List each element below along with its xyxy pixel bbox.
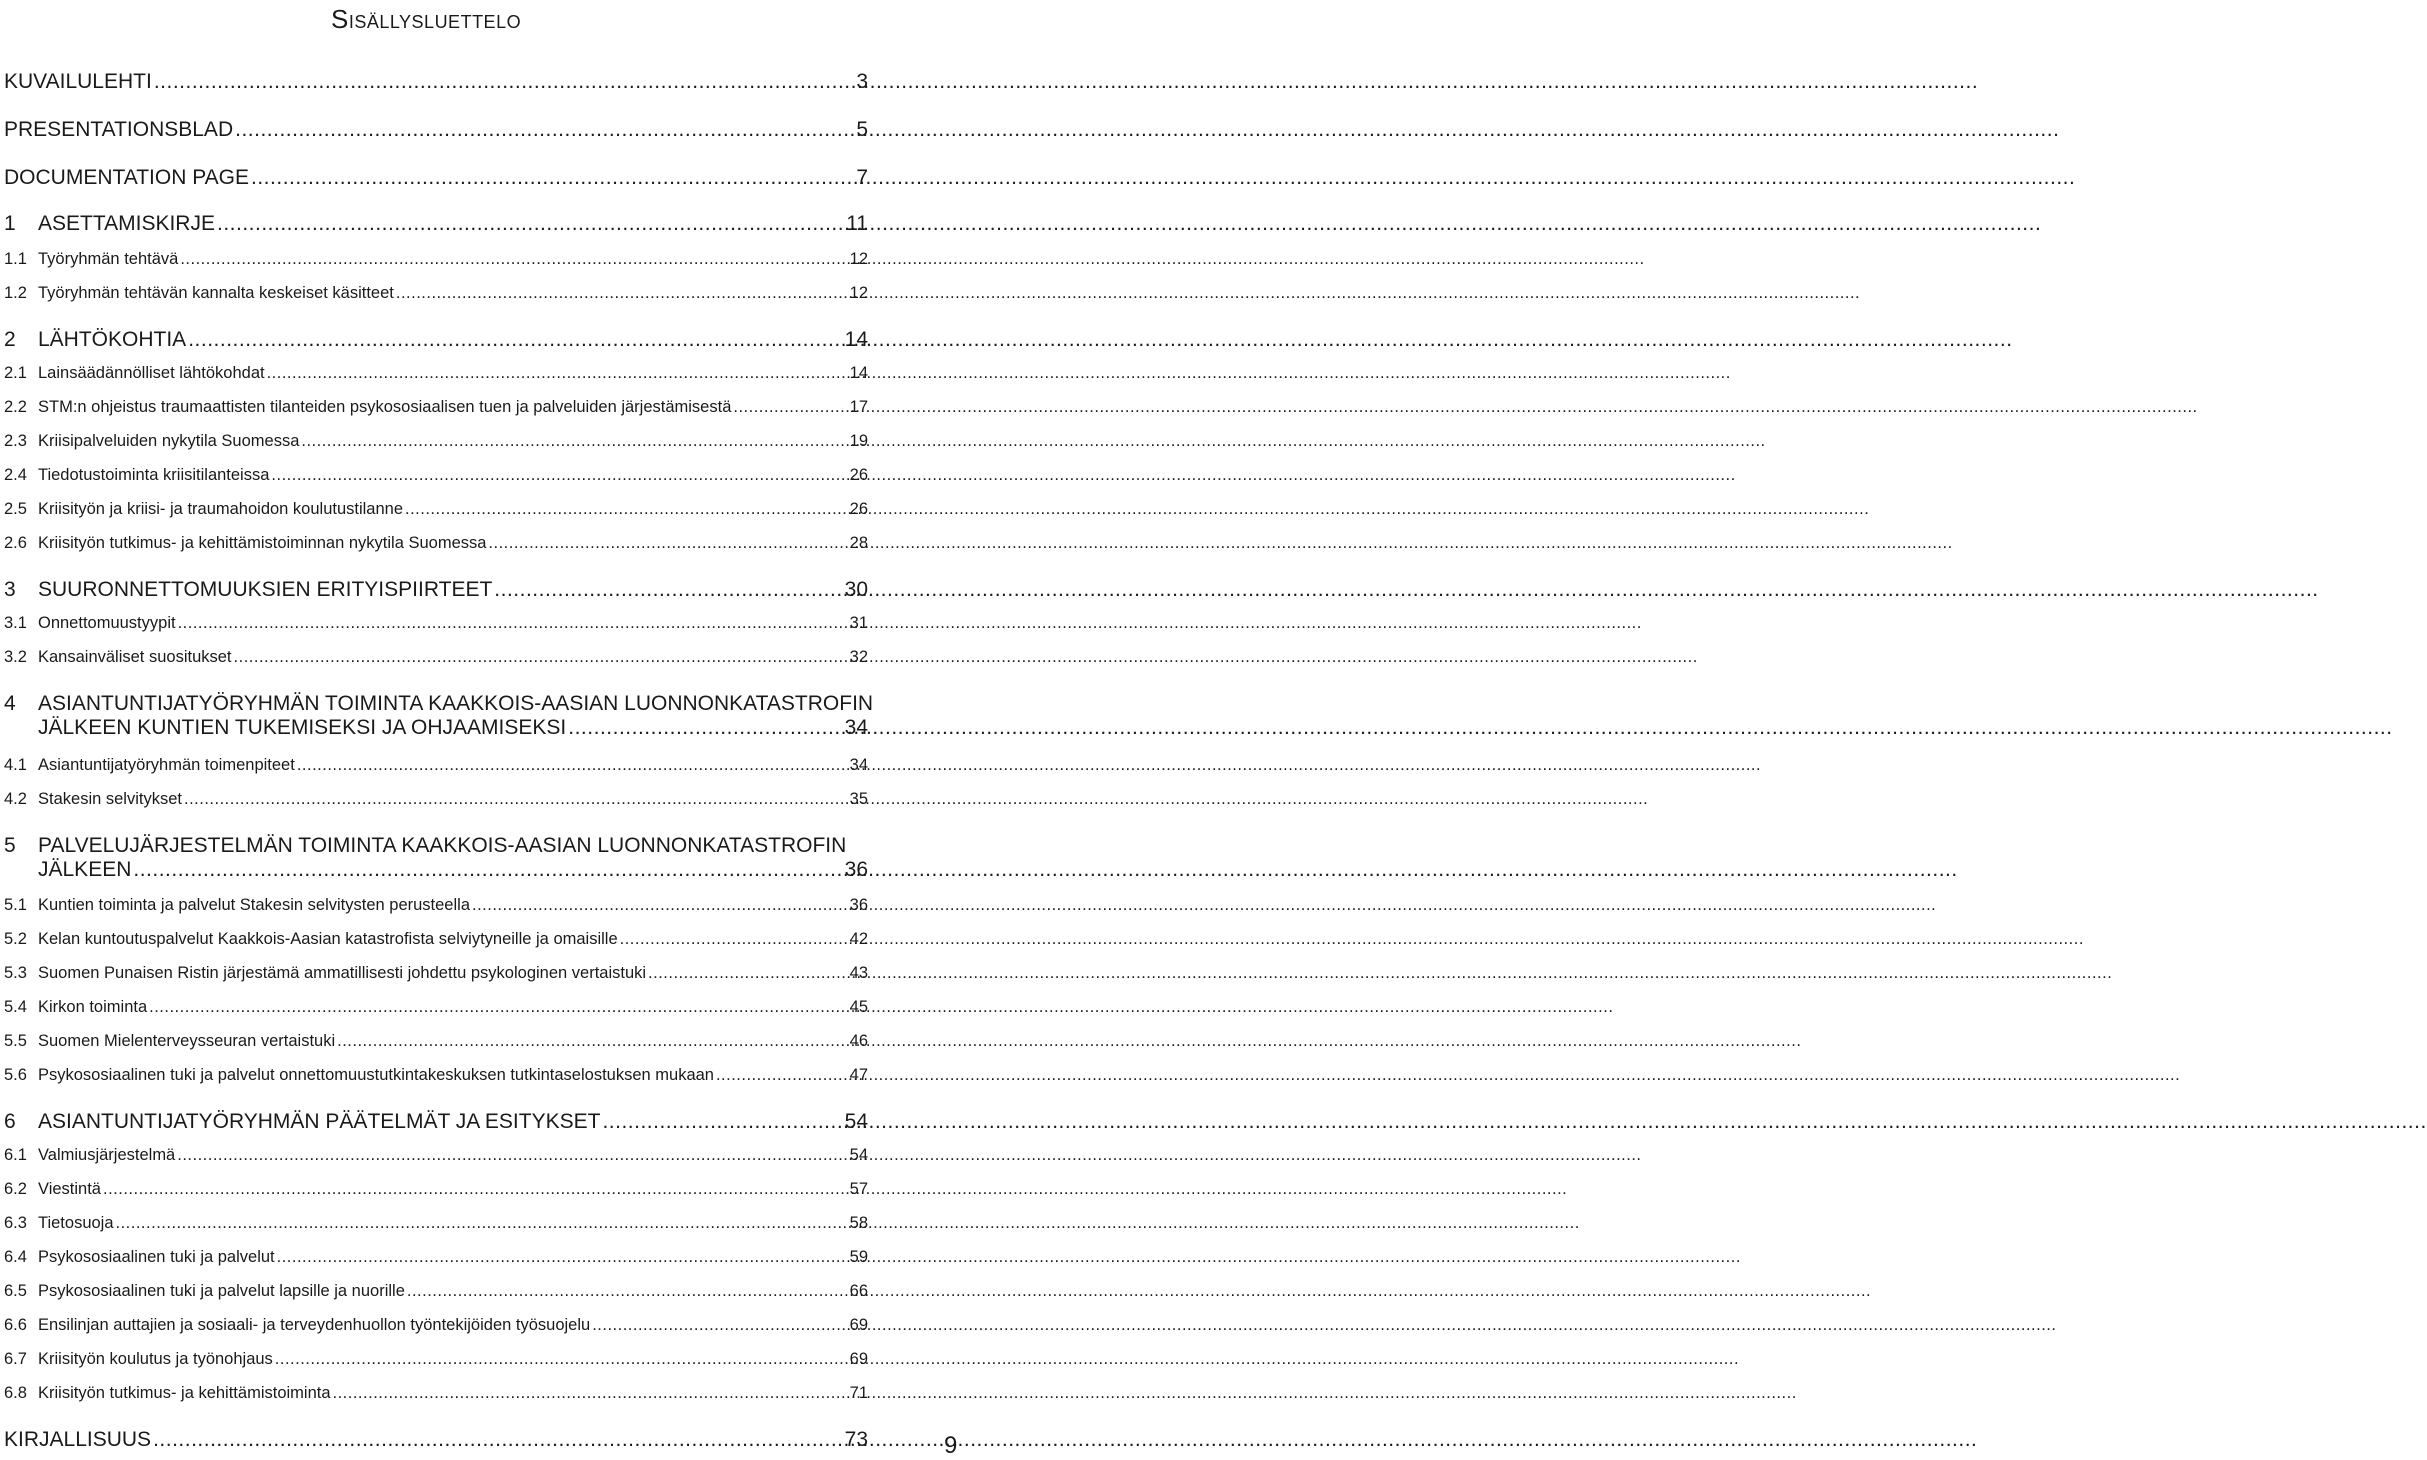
- toc-entry-label: Suomen Punaisen Ristin järjestämä ammatillisesti johdettu psykologinen vertaistuki: [38, 964, 647, 982]
- toc-entry-number: 6.7: [4, 1350, 27, 1368]
- toc-entry-label-continued: JÄLKEEN: [38, 858, 132, 881]
- toc-entry-line: [4, 1384, 868, 1403]
- toc-dot-leader: [188, 328, 842, 352]
- toc-dot-leader: [234, 648, 848, 667]
- toc-entry[interactable]: [4, 692, 874, 740]
- toc-entry-number: 6.4: [4, 1248, 27, 1266]
- toc-entry-label: Suomen Mielenterveysseuran vertaistuki: [38, 1032, 336, 1050]
- toc-entry-page: 69: [849, 1316, 868, 1334]
- toc-entry-number: 6.6: [4, 1316, 27, 1334]
- toc-entry-line: [4, 328, 868, 352]
- toc-entry-line: [4, 614, 868, 633]
- toc-entry-line: [4, 70, 868, 94]
- toc-entry[interactable]: [4, 466, 868, 485]
- toc-entry[interactable]: [4, 1384, 868, 1403]
- toc-entry-page: 42: [849, 930, 868, 948]
- toc-entry-label: Kriisipalveluiden nykytila Suomessa: [38, 432, 300, 450]
- toc-entry-label: Tiedotustoiminta kriisitilanteissa: [38, 466, 270, 484]
- toc-entry-line: [4, 466, 868, 485]
- toc-entry[interactable]: [4, 1350, 868, 1369]
- toc-dot-leader: [488, 534, 847, 553]
- toc-entry-line: [4, 1428, 868, 1452]
- toc-entry-page: 71: [849, 1384, 868, 1402]
- toc-entry-label: Onnettomuustyypit: [38, 614, 176, 632]
- toc-entry[interactable]: [4, 756, 868, 775]
- toc-entry[interactable]: [4, 166, 868, 190]
- toc-entry-line: [4, 534, 868, 553]
- toc-entry[interactable]: [4, 534, 868, 553]
- toc-entry-page: 32: [849, 648, 868, 666]
- toc-entry-label: Kriisityön tutkimus- ja kehittämistoiminta: [38, 1384, 331, 1402]
- toc-entry-number: 3.1: [4, 614, 27, 632]
- toc-entry-label: PALVELUJÄRJESTELMÄN TOIMINTA KAAKKOIS-AASIAN LUONNONKATASTROFIN: [38, 834, 847, 857]
- toc-entry-page: 54: [849, 1146, 868, 1164]
- toc-entry-line: [4, 166, 868, 190]
- toc-entry-line: [4, 1282, 868, 1301]
- toc-entry-page: 12: [849, 250, 868, 268]
- toc-entry-line: [4, 858, 868, 882]
- toc-entry-page: 34: [849, 756, 868, 774]
- toc-entry[interactable]: [4, 1282, 868, 1301]
- toc-dot-leader: [116, 1214, 848, 1233]
- toc-entry[interactable]: [4, 432, 868, 451]
- toc-entry-number: 5.3: [4, 964, 27, 982]
- toc-entry[interactable]: [4, 1316, 868, 1335]
- toc-entry[interactable]: [4, 1032, 868, 1051]
- toc-entry-number: 3: [4, 578, 16, 601]
- toc-entry[interactable]: [4, 500, 868, 519]
- toc-entry[interactable]: [4, 328, 868, 352]
- toc-entry[interactable]: [4, 1066, 868, 1085]
- toc-entry-label: Työryhmän tehtävä: [38, 250, 179, 268]
- toc-entry-number: 1.1: [4, 250, 27, 268]
- toc-dot-leader: [133, 858, 842, 882]
- toc-dot-leader: [337, 1032, 848, 1051]
- toc-dot-leader: [180, 250, 847, 269]
- toc-dot-leader: [620, 930, 848, 949]
- toc-entry-label: Asiantuntijatyöryhmän toimenpiteet: [38, 756, 295, 774]
- toc-entry[interactable]: [4, 250, 868, 269]
- toc-entry-label: Kriisityön tutkimus- ja kehittämistoiminnan nykytila Suomessa: [38, 534, 487, 552]
- toc-entry[interactable]: [4, 998, 868, 1017]
- toc-entry-number: 5.5: [4, 1032, 27, 1050]
- toc-entry-number: 6: [4, 1110, 16, 1133]
- toc-dot-leader: [396, 284, 848, 303]
- toc-entry[interactable]: [4, 614, 868, 633]
- toc-entry[interactable]: [4, 834, 868, 882]
- page-title: Sisällysluettelo: [331, 4, 522, 34]
- toc-dot-leader: [472, 896, 848, 915]
- toc-entry-line: [4, 692, 874, 716]
- toc-entry-page: 14: [844, 328, 868, 351]
- toc-dot-leader: [301, 432, 847, 451]
- toc-entry-label: ASETTAMISKIRJE: [38, 212, 215, 235]
- toc-entry[interactable]: [4, 930, 868, 949]
- toc-entry[interactable]: [4, 212, 868, 236]
- toc-entry-number: 6.3: [4, 1214, 27, 1232]
- toc-entry-number: 4.1: [4, 756, 27, 774]
- toc-dot-leader: [568, 716, 842, 740]
- toc-entry-page: 36: [849, 896, 868, 914]
- toc-entry-number: 2.3: [4, 432, 27, 450]
- toc-entry-label: Kriisityön koulutus ja työnohjaus: [38, 1350, 273, 1368]
- toc-dot-leader: [602, 1110, 842, 1134]
- toc-entry-line: [4, 1032, 868, 1051]
- toc-entry[interactable]: [4, 1180, 868, 1199]
- toc-entry[interactable]: [4, 398, 868, 417]
- toc-entry-page: 30: [844, 578, 868, 601]
- toc-entry-label: DOCUMENTATION PAGE: [4, 166, 250, 189]
- toc-entry-line: [4, 250, 868, 269]
- toc-entry[interactable]: [4, 964, 868, 983]
- toc-dot-leader: [333, 1384, 848, 1403]
- toc-dot-leader: [103, 1180, 848, 1199]
- toc-entry-line: [4, 834, 868, 858]
- toc-entry-page: 5: [856, 118, 868, 141]
- toc-dot-leader: [235, 118, 854, 142]
- toc-entry-number: 2.5: [4, 500, 27, 518]
- toc-entry-line: [4, 790, 868, 809]
- toc-entry-line: [4, 964, 868, 983]
- toc-entry-line: [4, 1248, 868, 1267]
- toc-entry-line: [4, 1110, 868, 1134]
- toc-entry-line: [4, 398, 868, 417]
- toc-entry[interactable]: [4, 790, 868, 809]
- toc-entry-number: 6.1: [4, 1146, 27, 1164]
- toc-entry-page: 54: [844, 1110, 868, 1133]
- toc-entry-line: [4, 1214, 868, 1233]
- toc-entry-line: [4, 896, 868, 915]
- toc-entry-number: 1.2: [4, 284, 27, 302]
- toc-entry-label: Psykososiaalinen tuki ja palvelut: [38, 1248, 275, 1266]
- toc-entry[interactable]: [4, 70, 868, 94]
- toc-entry-line: [4, 364, 868, 383]
- toc-entry-line: [4, 284, 868, 303]
- toc-entry-page: 3: [856, 70, 868, 93]
- toc-entry-page: 12: [849, 284, 868, 302]
- toc-entry[interactable]: [4, 578, 868, 602]
- toc-entry-label: Ensilinjan auttajien ja sosiaali- ja terveydenhuollon työntekijöiden työsuojelu: [38, 1316, 591, 1334]
- toc-entry-page: 45: [849, 998, 868, 1016]
- toc-dot-leader: [217, 212, 844, 236]
- toc-entry-line: [4, 1316, 868, 1335]
- toc-entry-line: [4, 432, 868, 451]
- toc-entry-page: 19: [849, 432, 868, 450]
- toc-entry-label: Stakesin selvitykset: [38, 790, 182, 808]
- toc-entry-number: 2: [4, 328, 16, 351]
- toc-entry-number: 6.5: [4, 1282, 27, 1300]
- toc-entry-page: 17: [849, 398, 868, 416]
- toc-entry-line: [4, 756, 868, 775]
- toc-entry-page: 46: [849, 1032, 868, 1050]
- toc-entry-number: 4: [4, 692, 16, 715]
- toc-entry-number: 5.6: [4, 1066, 27, 1084]
- toc-entry-line: [4, 648, 868, 667]
- toc-dot-leader: [153, 1428, 843, 1452]
- toc-entry-label-continued: JÄLKEEN KUNTIEN TUKEMISEKSI JA OHJAAMISEKSI: [38, 716, 567, 739]
- toc-entry-label: Työryhmän tehtävän kannalta keskeiset käsitteet: [38, 284, 394, 302]
- toc-dot-leader: [154, 70, 854, 94]
- toc-entry-page: 34: [844, 716, 868, 739]
- toc-entry-page: 31: [849, 614, 868, 632]
- toc-entry-number: 5.4: [4, 998, 27, 1016]
- toc-entry-line: [4, 1146, 868, 1165]
- toc-dot-leader: [271, 466, 847, 485]
- toc-entry-line: [4, 1066, 868, 1085]
- toc-entry-number: 5.2: [4, 930, 27, 948]
- toc-dot-leader: [494, 578, 842, 602]
- toc-entry[interactable]: [4, 118, 868, 142]
- toc-entry-line: [4, 930, 868, 949]
- toc-entry-page: 43: [849, 964, 868, 982]
- toc-entry-number: 4.2: [4, 790, 27, 808]
- toc-entry[interactable]: [4, 648, 868, 667]
- toc-entry-number: 6.2: [4, 1180, 27, 1198]
- toc-entry-label: STM:n ohjeistus traumaattisten tilanteiden psykososiaalisen tuen ja palveluiden järjestämisestä: [38, 398, 732, 416]
- toc-entry-page: 59: [849, 1248, 868, 1266]
- toc-entry-page: 47: [849, 1066, 868, 1084]
- toc-entry-line: [4, 118, 868, 142]
- toc-entry[interactable]: [4, 1428, 868, 1452]
- toc-dot-leader: [648, 964, 848, 983]
- toc-entry[interactable]: [4, 1110, 868, 1134]
- toc-entry-page: 26: [849, 500, 868, 518]
- toc-dot-leader: [251, 166, 854, 190]
- page-number: 9: [944, 1432, 958, 1459]
- toc-entry[interactable]: [4, 896, 868, 915]
- toc-dot-leader: [405, 500, 848, 519]
- toc-entry-label: PRESENTATIONSBLAD: [4, 118, 234, 141]
- toc-entry-page: 11: [846, 212, 868, 235]
- toc-entry[interactable]: [4, 1146, 868, 1165]
- toc-entry-label: Valmiusjärjestelmä: [38, 1146, 176, 1164]
- toc-dot-leader: [184, 790, 848, 809]
- toc-entry-page: 36: [844, 858, 868, 881]
- toc-dot-leader: [149, 998, 848, 1017]
- toc-entry-label: Kuntien toiminta ja palvelut Stakesin selvitysten perusteella: [38, 896, 470, 914]
- toc-entry-number: 2.2: [4, 398, 27, 416]
- toc-entry-page: 14: [849, 364, 868, 382]
- toc-entry-label: Psykososiaalinen tuki ja palvelut onnettomuustutkintakeskuksen tutkintaselostuksen mukaan: [38, 1066, 714, 1084]
- toc-dot-leader: [178, 614, 848, 633]
- toc-entry-label: Tietosuoja: [38, 1214, 114, 1232]
- toc-dot-leader: [277, 1248, 848, 1267]
- toc-entry-label: Kriisityön ja kriisi- ja traumahoidon koulutustilanne: [38, 500, 404, 518]
- toc-entry-number: 2.6: [4, 534, 27, 552]
- toc-entry-label: Lainsäädännölliset lähtökohdat: [38, 364, 265, 382]
- toc-entry-label: ASIANTUNTIJATYÖRYHMÄN PÄÄTELMÄT JA ESITYKSET: [38, 1110, 601, 1133]
- toc-entry-label: Viestintä: [38, 1180, 101, 1198]
- toc-entry-label: ASIANTUNTIJATYÖRYHMÄN TOIMINTA KAAKKOIS-AASIAN LUONNONKATASTROFIN: [38, 692, 874, 715]
- toc-dot-leader: [592, 1316, 847, 1335]
- toc-entry-number: 5.1: [4, 896, 27, 914]
- toc-entry-line: [4, 1350, 868, 1369]
- toc-entry-label: LÄHTÖKOHTIA: [38, 328, 187, 351]
- toc-entry-label: KIRJALLISUUS: [4, 1428, 152, 1451]
- toc-entry-page: 58: [849, 1214, 868, 1232]
- toc-entry-number: 6.8: [4, 1384, 27, 1402]
- toc-dot-leader: [716, 1066, 848, 1085]
- toc-entry-line: [4, 212, 868, 236]
- toc-entry-label: Psykososiaalinen tuki ja palvelut lapsille ja nuorille: [38, 1282, 405, 1300]
- toc-entry-page: 57: [849, 1180, 868, 1198]
- toc-entry-label: SUURONNETTOMUUKSIEN ERITYISPIIRTEET: [38, 578, 493, 601]
- toc-entry-line: [4, 578, 868, 602]
- toc-entry-line: [4, 500, 868, 519]
- toc-entry-label: KUVAILULEHTI: [4, 70, 152, 93]
- toc-entry-number: 3.2: [4, 648, 27, 666]
- toc-dot-leader: [267, 364, 848, 383]
- toc-entry-label: Kelan kuntoutuspalvelut Kaakkois-Aasian katastrofista selviytyneille ja omaisille: [38, 930, 618, 948]
- toc-entry-line: [4, 998, 868, 1017]
- toc-entry-number: 2.1: [4, 364, 27, 382]
- toc-entry-page: 73: [844, 1428, 868, 1451]
- toc-entry-line: [4, 1180, 868, 1199]
- toc-dot-leader: [177, 1146, 847, 1165]
- toc-entry-page: 69: [849, 1350, 868, 1368]
- toc-entry-line: [4, 716, 868, 740]
- toc-entry-page: 7: [856, 166, 868, 189]
- toc-dot-leader: [275, 1350, 848, 1369]
- toc-dot-leader: [407, 1282, 848, 1301]
- toc-entry[interactable]: [4, 1214, 868, 1233]
- toc-entry-number: 1: [4, 212, 16, 235]
- toc-entry[interactable]: [4, 1248, 868, 1267]
- toc-entry-number: 5: [4, 834, 16, 857]
- toc-entry-label: Kirkon toiminta: [38, 998, 148, 1016]
- toc-entry-page: 28: [849, 534, 868, 552]
- toc-entry-page: 35: [849, 790, 868, 808]
- toc-dot-leader: [297, 756, 848, 775]
- toc-entry[interactable]: [4, 284, 868, 303]
- toc-entry[interactable]: [4, 364, 868, 383]
- toc-entry-label: Kansainväliset suositukset: [38, 648, 232, 666]
- toc-entry-number: 2.4: [4, 466, 27, 484]
- toc-entry-page: 26: [849, 466, 868, 484]
- toc-dot-leader: [733, 398, 847, 417]
- toc-entry-page: 66: [849, 1282, 868, 1300]
